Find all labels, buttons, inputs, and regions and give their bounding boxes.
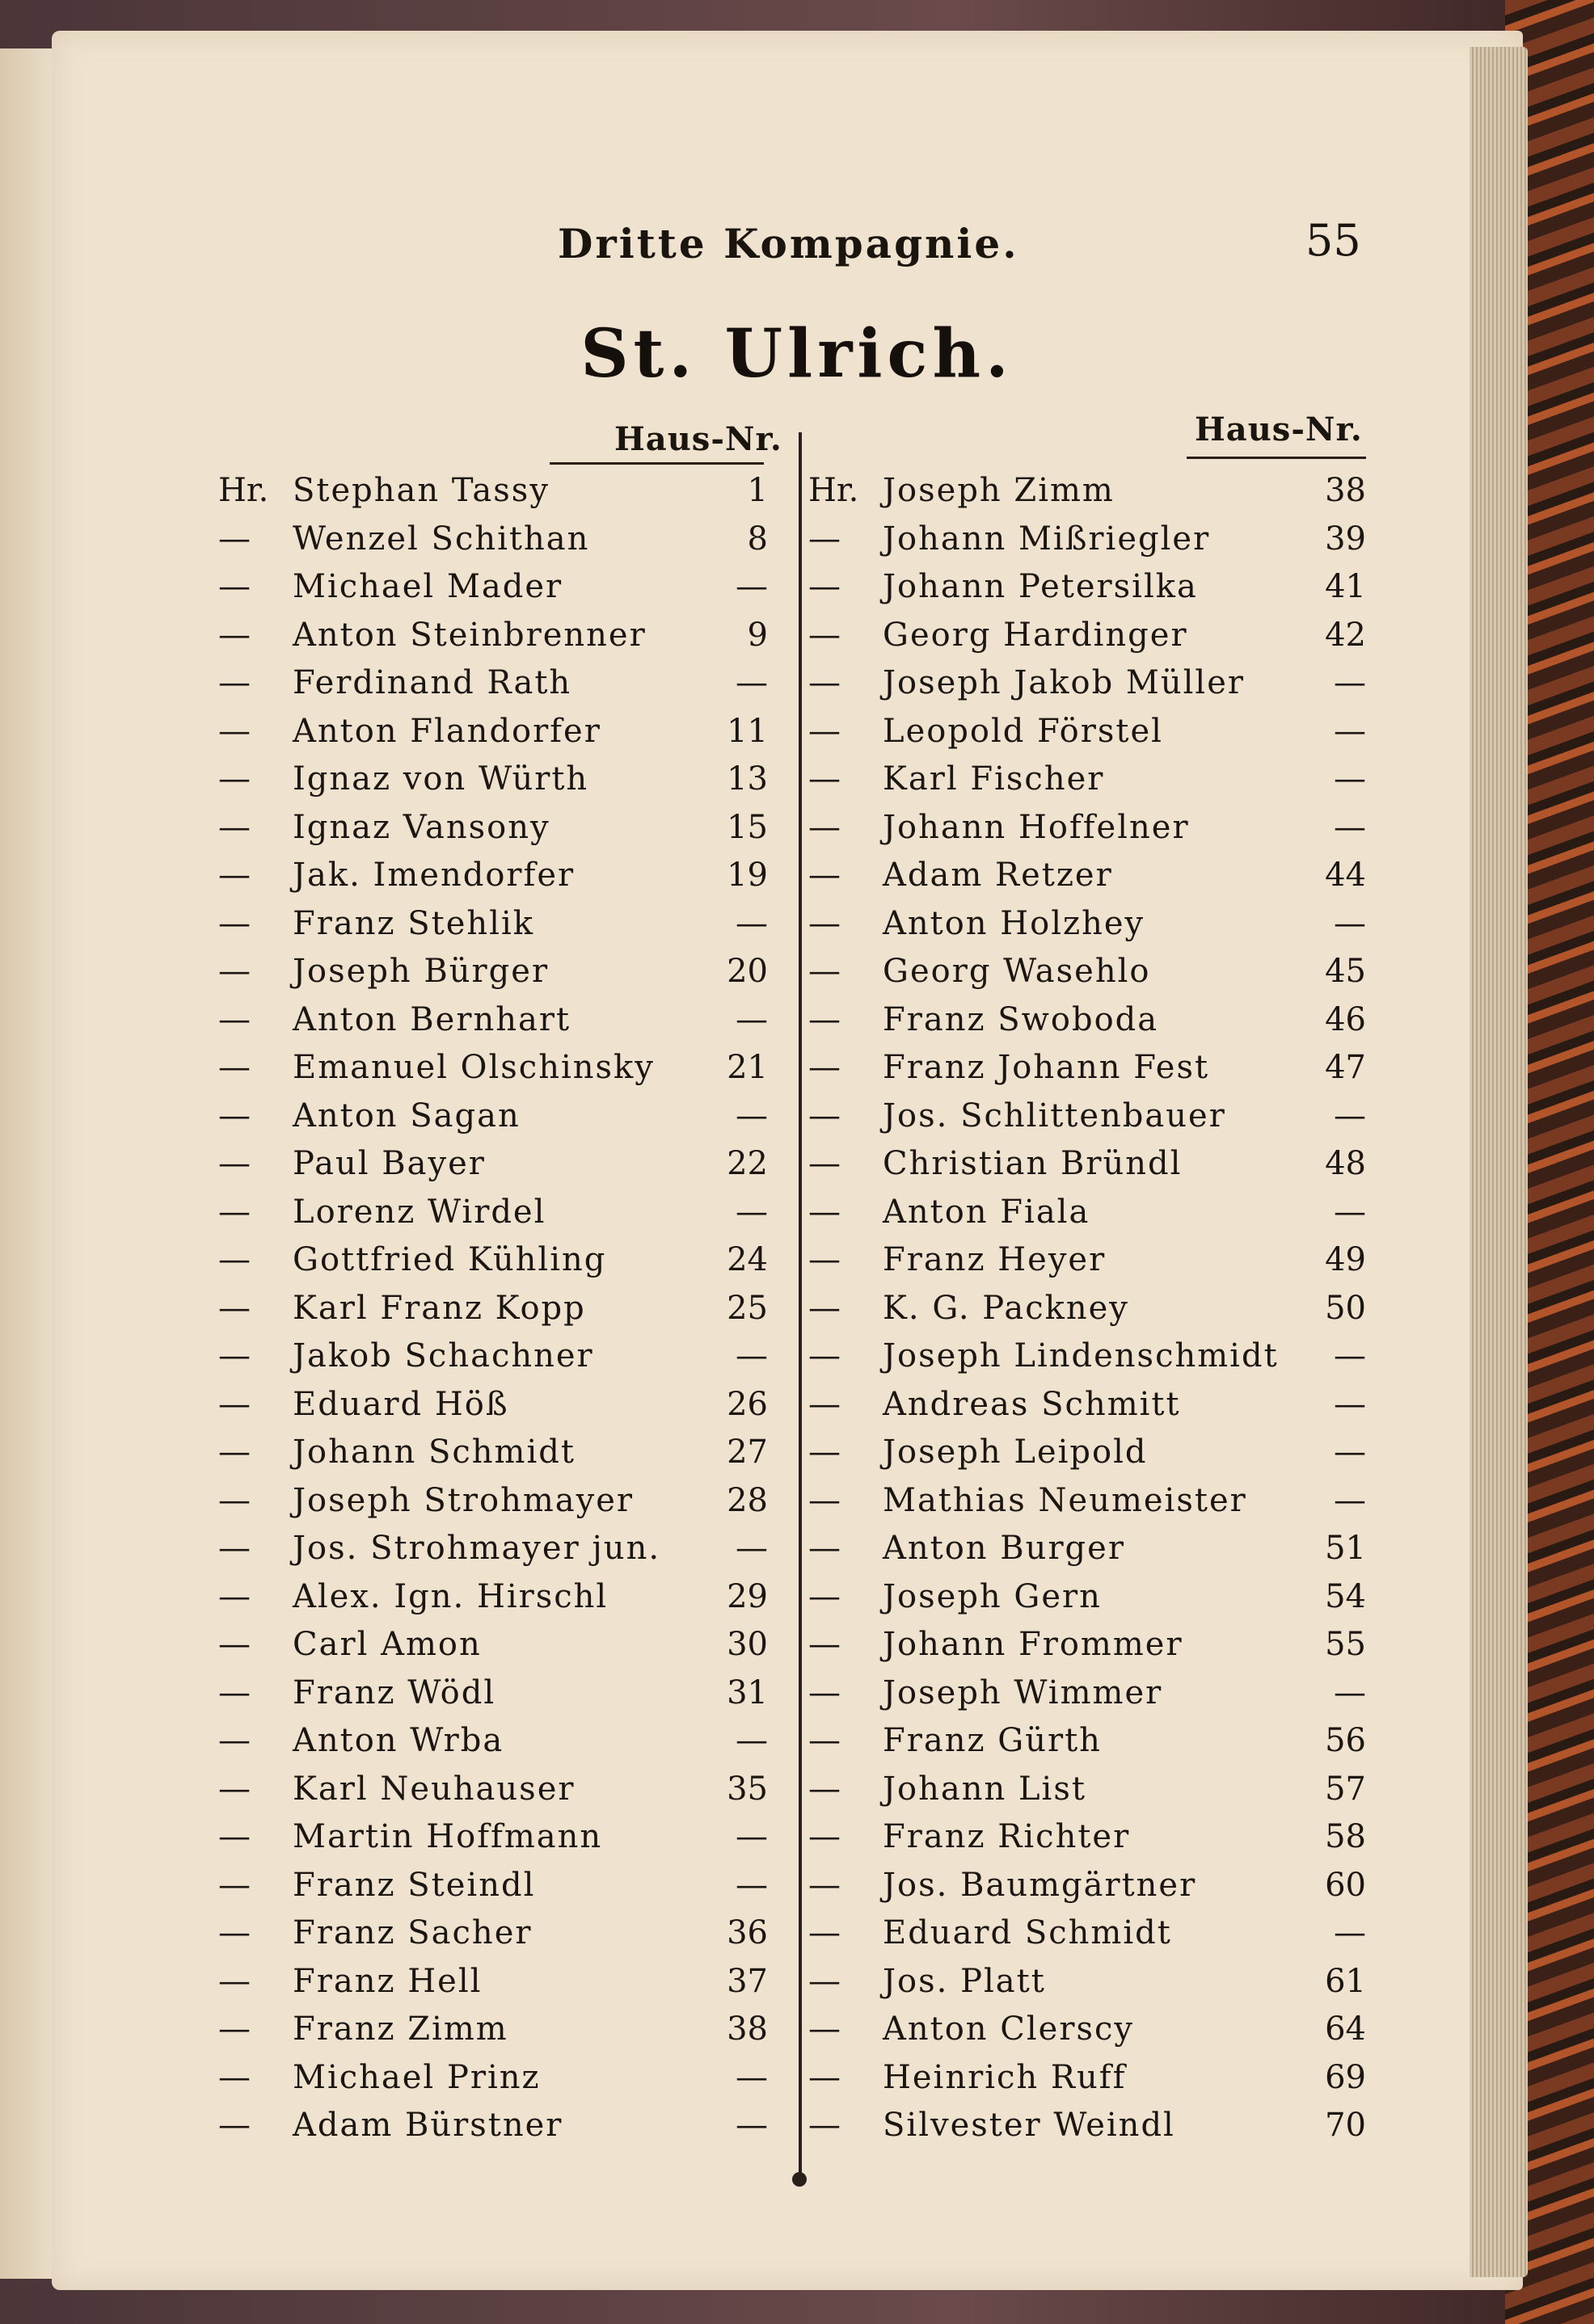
house-number: 29	[727, 1577, 768, 1615]
list-item	[808, 946, 1366, 995]
house-number: 30	[727, 1626, 768, 1663]
resident-list-right	[808, 465, 1366, 2149]
resident-name: Jakob Schachner	[293, 1337, 594, 1375]
entry-prefix: —	[808, 1289, 841, 1327]
resident-name: Johann Frommer	[883, 1626, 1183, 1663]
running-header: Dritte Kompagnie.	[558, 220, 1019, 267]
house-number: 69	[1325, 2058, 1366, 2096]
resident-name: Lorenz Wirdel	[293, 1193, 546, 1231]
house-number: 11	[727, 712, 768, 750]
list-item	[808, 1476, 1366, 1524]
entry-prefix: —	[218, 1385, 251, 1423]
list-item	[218, 802, 768, 851]
list-item	[808, 658, 1366, 706]
resident-name: Adam Retzer	[883, 857, 1113, 894]
entry-prefix: —	[808, 1145, 841, 1182]
house-number: 24	[727, 1241, 768, 1278]
resident-name: Franz Steindl	[293, 1866, 536, 1904]
resident-name: Gottfried Kühling	[293, 1241, 607, 1278]
house-number: 19	[727, 857, 768, 894]
resident-name: Joseph Zimm	[883, 472, 1115, 509]
resident-name: Joseph Jakob Müller	[883, 664, 1246, 701]
list-item	[808, 1523, 1366, 1572]
list-item	[218, 1091, 768, 1139]
resident-name: Karl Neuhauser	[293, 1770, 576, 1808]
list-item	[218, 1668, 768, 1716]
list-item	[218, 1476, 768, 1524]
house-number: —	[1334, 1481, 1366, 1519]
house-number: 8	[747, 520, 768, 558]
resident-name: Jak. Imendorfer	[293, 857, 576, 894]
house-number: —	[736, 1097, 768, 1135]
house-number: —	[736, 1000, 768, 1038]
resident-name: Michael Mader	[293, 568, 563, 605]
resident-name: Eduard Schmidt	[883, 1914, 1172, 1951]
list-item	[808, 1860, 1366, 1909]
resident-name: Joseph Wimmer	[883, 1674, 1163, 1711]
house-number: —	[1334, 712, 1366, 750]
entry-prefix: —	[218, 616, 251, 654]
resident-name: Emanuel Olschinsky	[293, 1049, 655, 1086]
resident-name: Mathias Neumeister	[883, 1481, 1247, 1519]
list-item	[808, 850, 1366, 899]
list-item	[218, 1523, 768, 1572]
entry-prefix: —	[218, 1962, 251, 2000]
entry-prefix: —	[218, 1577, 251, 1615]
list-item	[808, 1668, 1366, 1716]
entry-prefix: —	[218, 808, 251, 846]
resident-name: Franz Heyer	[883, 1241, 1107, 1278]
entry-prefix: —	[808, 808, 841, 846]
list-item	[808, 1139, 1366, 1187]
house-number: 44	[1325, 857, 1366, 894]
list-item	[808, 802, 1366, 851]
list-item	[218, 1812, 768, 1860]
list-item	[808, 1572, 1366, 1620]
list-item	[808, 1235, 1366, 1283]
house-number: —	[736, 2107, 768, 2144]
resident-name: Anton Sagan	[293, 1097, 521, 1135]
house-number: —	[1334, 1434, 1366, 1471]
house-number: —	[736, 2058, 768, 2096]
entry-prefix: —	[808, 1962, 841, 2000]
resident-name: Franz Sacher	[293, 1914, 533, 1951]
house-number: —	[1334, 760, 1366, 798]
resident-name: Michael Prinz	[293, 2058, 541, 2096]
resident-name: Jos. Baumgärtner	[883, 1866, 1197, 1904]
house-number: 27	[727, 1434, 768, 1471]
house-number: —	[736, 1818, 768, 1855]
house-number: 9	[747, 616, 768, 654]
entry-prefix: —	[218, 857, 251, 894]
column-header-right: Haus-Nr.	[1195, 410, 1363, 448]
list-item	[218, 465, 768, 514]
house-number: —	[736, 1193, 768, 1231]
list-item	[808, 1042, 1366, 1091]
entry-prefix: —	[808, 664, 841, 701]
resident-name: Anton Flandorfer	[293, 712, 601, 750]
entry-prefix: —	[218, 1818, 251, 1855]
list-item	[218, 1283, 768, 1332]
house-number: 35	[727, 1770, 768, 1808]
column-divider	[799, 432, 802, 2178]
resident-name: Joseph Gern	[883, 1577, 1102, 1615]
list-item	[808, 1379, 1366, 1428]
list-item	[218, 1042, 768, 1091]
resident-name: Johann Petersilka	[883, 568, 1198, 605]
entry-prefix: —	[808, 2010, 841, 2048]
list-item	[808, 2052, 1366, 2101]
house-number: —	[1334, 1914, 1366, 1951]
house-number: 37	[727, 1962, 768, 2000]
house-number: —	[736, 1530, 768, 1567]
list-item	[218, 706, 768, 755]
entry-prefix: —	[808, 1577, 841, 1615]
resident-name: Anton Burger	[883, 1530, 1125, 1567]
entry-prefix: —	[218, 1866, 251, 1904]
list-item	[808, 1956, 1366, 2005]
header-rule-left	[550, 462, 764, 465]
house-number: 56	[1325, 1722, 1366, 1759]
entry-prefix: —	[808, 1674, 841, 1711]
resident-name: Leopold Förstel	[883, 712, 1163, 750]
entry-prefix: —	[218, 1193, 251, 1231]
house-number: —	[736, 568, 768, 605]
resident-name: Georg Wasehlo	[883, 953, 1151, 990]
list-item	[218, 610, 768, 659]
resident-name: Franz Johann Fest	[883, 1049, 1210, 1086]
resident-name: Johann List	[883, 1770, 1086, 1808]
house-number: 13	[727, 760, 768, 798]
entry-prefix: —	[808, 1626, 841, 1663]
resident-name: Anton Steinbrenner	[293, 616, 647, 654]
entry-prefix: —	[218, 1145, 251, 1182]
resident-name: Franz Richter	[883, 1818, 1131, 1855]
house-number: 60	[1325, 1866, 1366, 1904]
entry-prefix: —	[218, 1530, 251, 1567]
resident-name: Karl Franz Kopp	[293, 1289, 586, 1327]
resident-name: Franz Hell	[293, 1962, 483, 2000]
house-number: 38	[1325, 472, 1366, 509]
resident-name: Andreas Schmitt	[883, 1385, 1181, 1423]
list-item	[808, 1812, 1366, 1860]
list-item	[218, 1187, 768, 1236]
list-item	[218, 899, 768, 947]
resident-name: Jos. Schlittenbauer	[883, 1097, 1226, 1135]
resident-name: Carl Amon	[293, 1626, 482, 1663]
house-number: —	[1334, 1674, 1366, 1711]
list-item	[218, 1331, 768, 1379]
entry-prefix: —	[218, 1289, 251, 1327]
list-item	[218, 1860, 768, 1909]
list-item	[808, 1091, 1366, 1139]
entry-prefix: —	[218, 953, 251, 990]
house-number: 42	[1325, 616, 1366, 654]
entry-prefix: —	[808, 857, 841, 894]
entry-prefix: —	[808, 1385, 841, 1423]
house-number: 61	[1325, 1962, 1366, 2000]
resident-name: Johann Schmidt	[293, 1434, 576, 1471]
entry-prefix: —	[808, 760, 841, 798]
house-number: —	[736, 1866, 768, 1904]
resident-name: Alex. Ign. Hirschl	[293, 1577, 609, 1615]
house-number: 25	[727, 1289, 768, 1327]
entry-prefix: —	[808, 953, 841, 990]
entry-prefix: —	[808, 616, 841, 654]
resident-name: Silvester Weindl	[883, 2107, 1175, 2144]
entry-prefix: —	[218, 1434, 251, 1471]
entry-prefix: —	[808, 520, 841, 558]
list-item	[808, 1283, 1366, 1332]
entry-prefix: —	[218, 1626, 251, 1663]
house-number: 39	[1325, 520, 1366, 558]
list-item	[218, 514, 768, 562]
house-number: 48	[1325, 1145, 1366, 1182]
entry-prefix: —	[808, 712, 841, 750]
resident-name: Adam Bürstner	[293, 2107, 563, 2144]
list-item	[808, 562, 1366, 610]
resident-name: Martin Hoffmann	[293, 1818, 603, 1855]
entry-prefix: —	[808, 2058, 841, 2096]
resident-name: Paul Bayer	[293, 1145, 486, 1182]
resident-name: Joseph Leipold	[883, 1434, 1148, 1471]
house-number: 38	[727, 2010, 768, 2048]
entry-prefix: —	[218, 520, 251, 558]
section-title: St. Ulrich.	[580, 315, 1014, 393]
entry-prefix: —	[218, 1914, 251, 1951]
house-number: —	[1334, 1097, 1366, 1135]
house-number: —	[1334, 808, 1366, 846]
house-number: 31	[727, 1674, 768, 1711]
entry-prefix: —	[218, 1337, 251, 1375]
list-item	[218, 2052, 768, 2101]
resident-name: Franz Gürth	[883, 1722, 1102, 1759]
list-item	[808, 514, 1366, 562]
entry-prefix: —	[808, 568, 841, 605]
entry-prefix: —	[808, 2107, 841, 2144]
house-number: —	[1334, 1193, 1366, 1231]
entry-prefix: —	[808, 1722, 841, 1759]
resident-name: Joseph Lindenschmidt	[883, 1337, 1279, 1375]
house-number: 49	[1325, 1241, 1366, 1278]
house-number: 51	[1325, 1530, 1366, 1567]
resident-name: Jos. Platt	[883, 1962, 1046, 2000]
resident-name: Eduard Höß	[293, 1385, 509, 1423]
resident-name: Anton Holzhey	[883, 904, 1145, 942]
list-item	[218, 1908, 768, 1956]
list-item	[218, 1427, 768, 1476]
resident-name: Anton Wrba	[293, 1722, 504, 1759]
list-item	[218, 1764, 768, 1812]
house-number: —	[1334, 904, 1366, 942]
house-number: 50	[1325, 1289, 1366, 1327]
list-item	[808, 706, 1366, 755]
entry-prefix: —	[808, 904, 841, 942]
list-item	[808, 2100, 1366, 2149]
house-number: —	[736, 1337, 768, 1375]
entry-prefix: —	[218, 904, 251, 942]
resident-name: Joseph Strohmayer	[293, 1481, 635, 1519]
resident-name: Ignaz von Würth	[293, 760, 589, 798]
entry-prefix: —	[218, 1722, 251, 1759]
list-item	[218, 754, 768, 802]
list-item	[218, 1716, 768, 1764]
house-number: 21	[727, 1049, 768, 1086]
entry-prefix: —	[218, 568, 251, 605]
house-number: 46	[1325, 1000, 1366, 1038]
house-number: —	[1334, 664, 1366, 701]
resident-name: Stephan Tassy	[293, 472, 550, 509]
list-item	[808, 995, 1366, 1043]
list-item	[218, 1235, 768, 1283]
resident-name: Heinrich Ruff	[883, 2058, 1127, 2096]
list-item	[808, 2004, 1366, 2052]
house-number: 57	[1325, 1770, 1366, 1808]
list-item	[808, 899, 1366, 947]
house-number: 41	[1325, 568, 1366, 605]
house-number: 45	[1325, 953, 1366, 990]
entry-prefix: —	[218, 712, 251, 750]
house-number: 55	[1325, 1626, 1366, 1663]
entry-prefix: —	[218, 1000, 251, 1038]
house-number: —	[1334, 1385, 1366, 1423]
house-number: 64	[1325, 2010, 1366, 2048]
list-item	[218, 850, 768, 899]
entry-prefix: —	[808, 1097, 841, 1135]
resident-name: Ferdinand Rath	[293, 664, 572, 701]
list-item	[218, 1956, 768, 2005]
resident-name: Wenzel Schithan	[293, 520, 590, 558]
entry-prefix: —	[218, 1241, 251, 1278]
resident-name: Jos. Strohmayer jun.	[293, 1530, 661, 1567]
resident-name: Georg Hardinger	[883, 616, 1188, 654]
resident-name: Franz Swoboda	[883, 1000, 1159, 1038]
entry-prefix: —	[218, 760, 251, 798]
list-item	[218, 1379, 768, 1428]
list-item	[808, 1619, 1366, 1668]
entry-prefix: —	[218, 1481, 251, 1519]
resident-name: Anton Clerscy	[883, 2010, 1134, 2048]
entry-prefix: —	[808, 1481, 841, 1519]
column-header-left: Haus-Nr.	[614, 420, 782, 458]
list-item	[218, 1619, 768, 1668]
list-item	[218, 946, 768, 995]
entry-prefix: —	[218, 664, 251, 701]
entry-prefix: —	[808, 1000, 841, 1038]
list-item	[808, 610, 1366, 659]
list-item	[808, 1764, 1366, 1812]
resident-name: Johann Hoffelner	[883, 808, 1190, 846]
list-item	[218, 2004, 768, 2052]
resident-name: Ignaz Vansony	[293, 808, 550, 846]
list-item	[218, 562, 768, 610]
house-number: 15	[727, 808, 768, 846]
resident-name: Joseph Bürger	[293, 953, 550, 990]
entry-prefix: —	[808, 1193, 841, 1231]
resident-name: Johann Mißriegler	[883, 520, 1211, 558]
resident-name: Christian Bründl	[883, 1145, 1183, 1182]
list-item	[218, 1139, 768, 1187]
entry-prefix: —	[808, 1866, 841, 1904]
entry-prefix: —	[218, 2010, 251, 2048]
list-item	[808, 754, 1366, 802]
entry-prefix: —	[808, 1049, 841, 1086]
house-number: —	[736, 904, 768, 942]
house-number: 36	[727, 1914, 768, 1951]
resident-name: Anton Bernhart	[293, 1000, 571, 1038]
house-number: 1	[747, 472, 768, 509]
list-item	[218, 995, 768, 1043]
entry-prefix: —	[808, 1337, 841, 1375]
resident-name: K. G. Packney	[883, 1289, 1129, 1327]
house-number: —	[736, 1722, 768, 1759]
entry-prefix: —	[808, 1434, 841, 1471]
house-number: 54	[1325, 1577, 1366, 1615]
entry-prefix: Hr.	[218, 472, 269, 509]
resident-name: Anton Fiala	[883, 1193, 1090, 1231]
house-number: 58	[1325, 1818, 1366, 1855]
house-number: 20	[727, 953, 768, 990]
entry-prefix: —	[218, 2058, 251, 2096]
list-item	[808, 1187, 1366, 1236]
house-number: 22	[727, 1145, 768, 1182]
list-item	[218, 2100, 768, 2149]
list-item	[808, 1427, 1366, 1476]
house-number: —	[736, 664, 768, 701]
entry-prefix: —	[808, 1770, 841, 1808]
header-rule-right	[1187, 457, 1366, 459]
resident-name: Franz Zimm	[293, 2010, 508, 2048]
entry-prefix: —	[218, 1770, 251, 1808]
list-item	[808, 1716, 1366, 1764]
house-number: 47	[1325, 1049, 1366, 1086]
house-number: 26	[727, 1385, 768, 1423]
entry-prefix: —	[218, 1674, 251, 1711]
list-item	[808, 1908, 1366, 1956]
list-item	[808, 465, 1366, 514]
resident-name: Karl Fischer	[883, 760, 1105, 798]
house-number: —	[1334, 1337, 1366, 1375]
house-number: 28	[727, 1481, 768, 1519]
entry-prefix: —	[218, 1097, 251, 1135]
entry-prefix: —	[218, 1049, 251, 1086]
entry-prefix: —	[808, 1530, 841, 1567]
resident-name: Franz Wödl	[293, 1674, 496, 1711]
resident-list-left	[218, 465, 768, 2149]
entry-prefix: —	[808, 1818, 841, 1855]
entry-prefix: Hr.	[808, 472, 859, 509]
entry-prefix: —	[808, 1914, 841, 1951]
list-item	[218, 1572, 768, 1620]
list-item	[218, 658, 768, 706]
page-number: 55	[1305, 215, 1361, 266]
list-item	[808, 1331, 1366, 1379]
entry-prefix: —	[808, 1241, 841, 1278]
column-divider-end	[792, 2172, 807, 2187]
entry-prefix: —	[218, 2107, 251, 2144]
house-number: 70	[1325, 2107, 1366, 2144]
resident-name: Franz Stehlik	[293, 904, 535, 942]
